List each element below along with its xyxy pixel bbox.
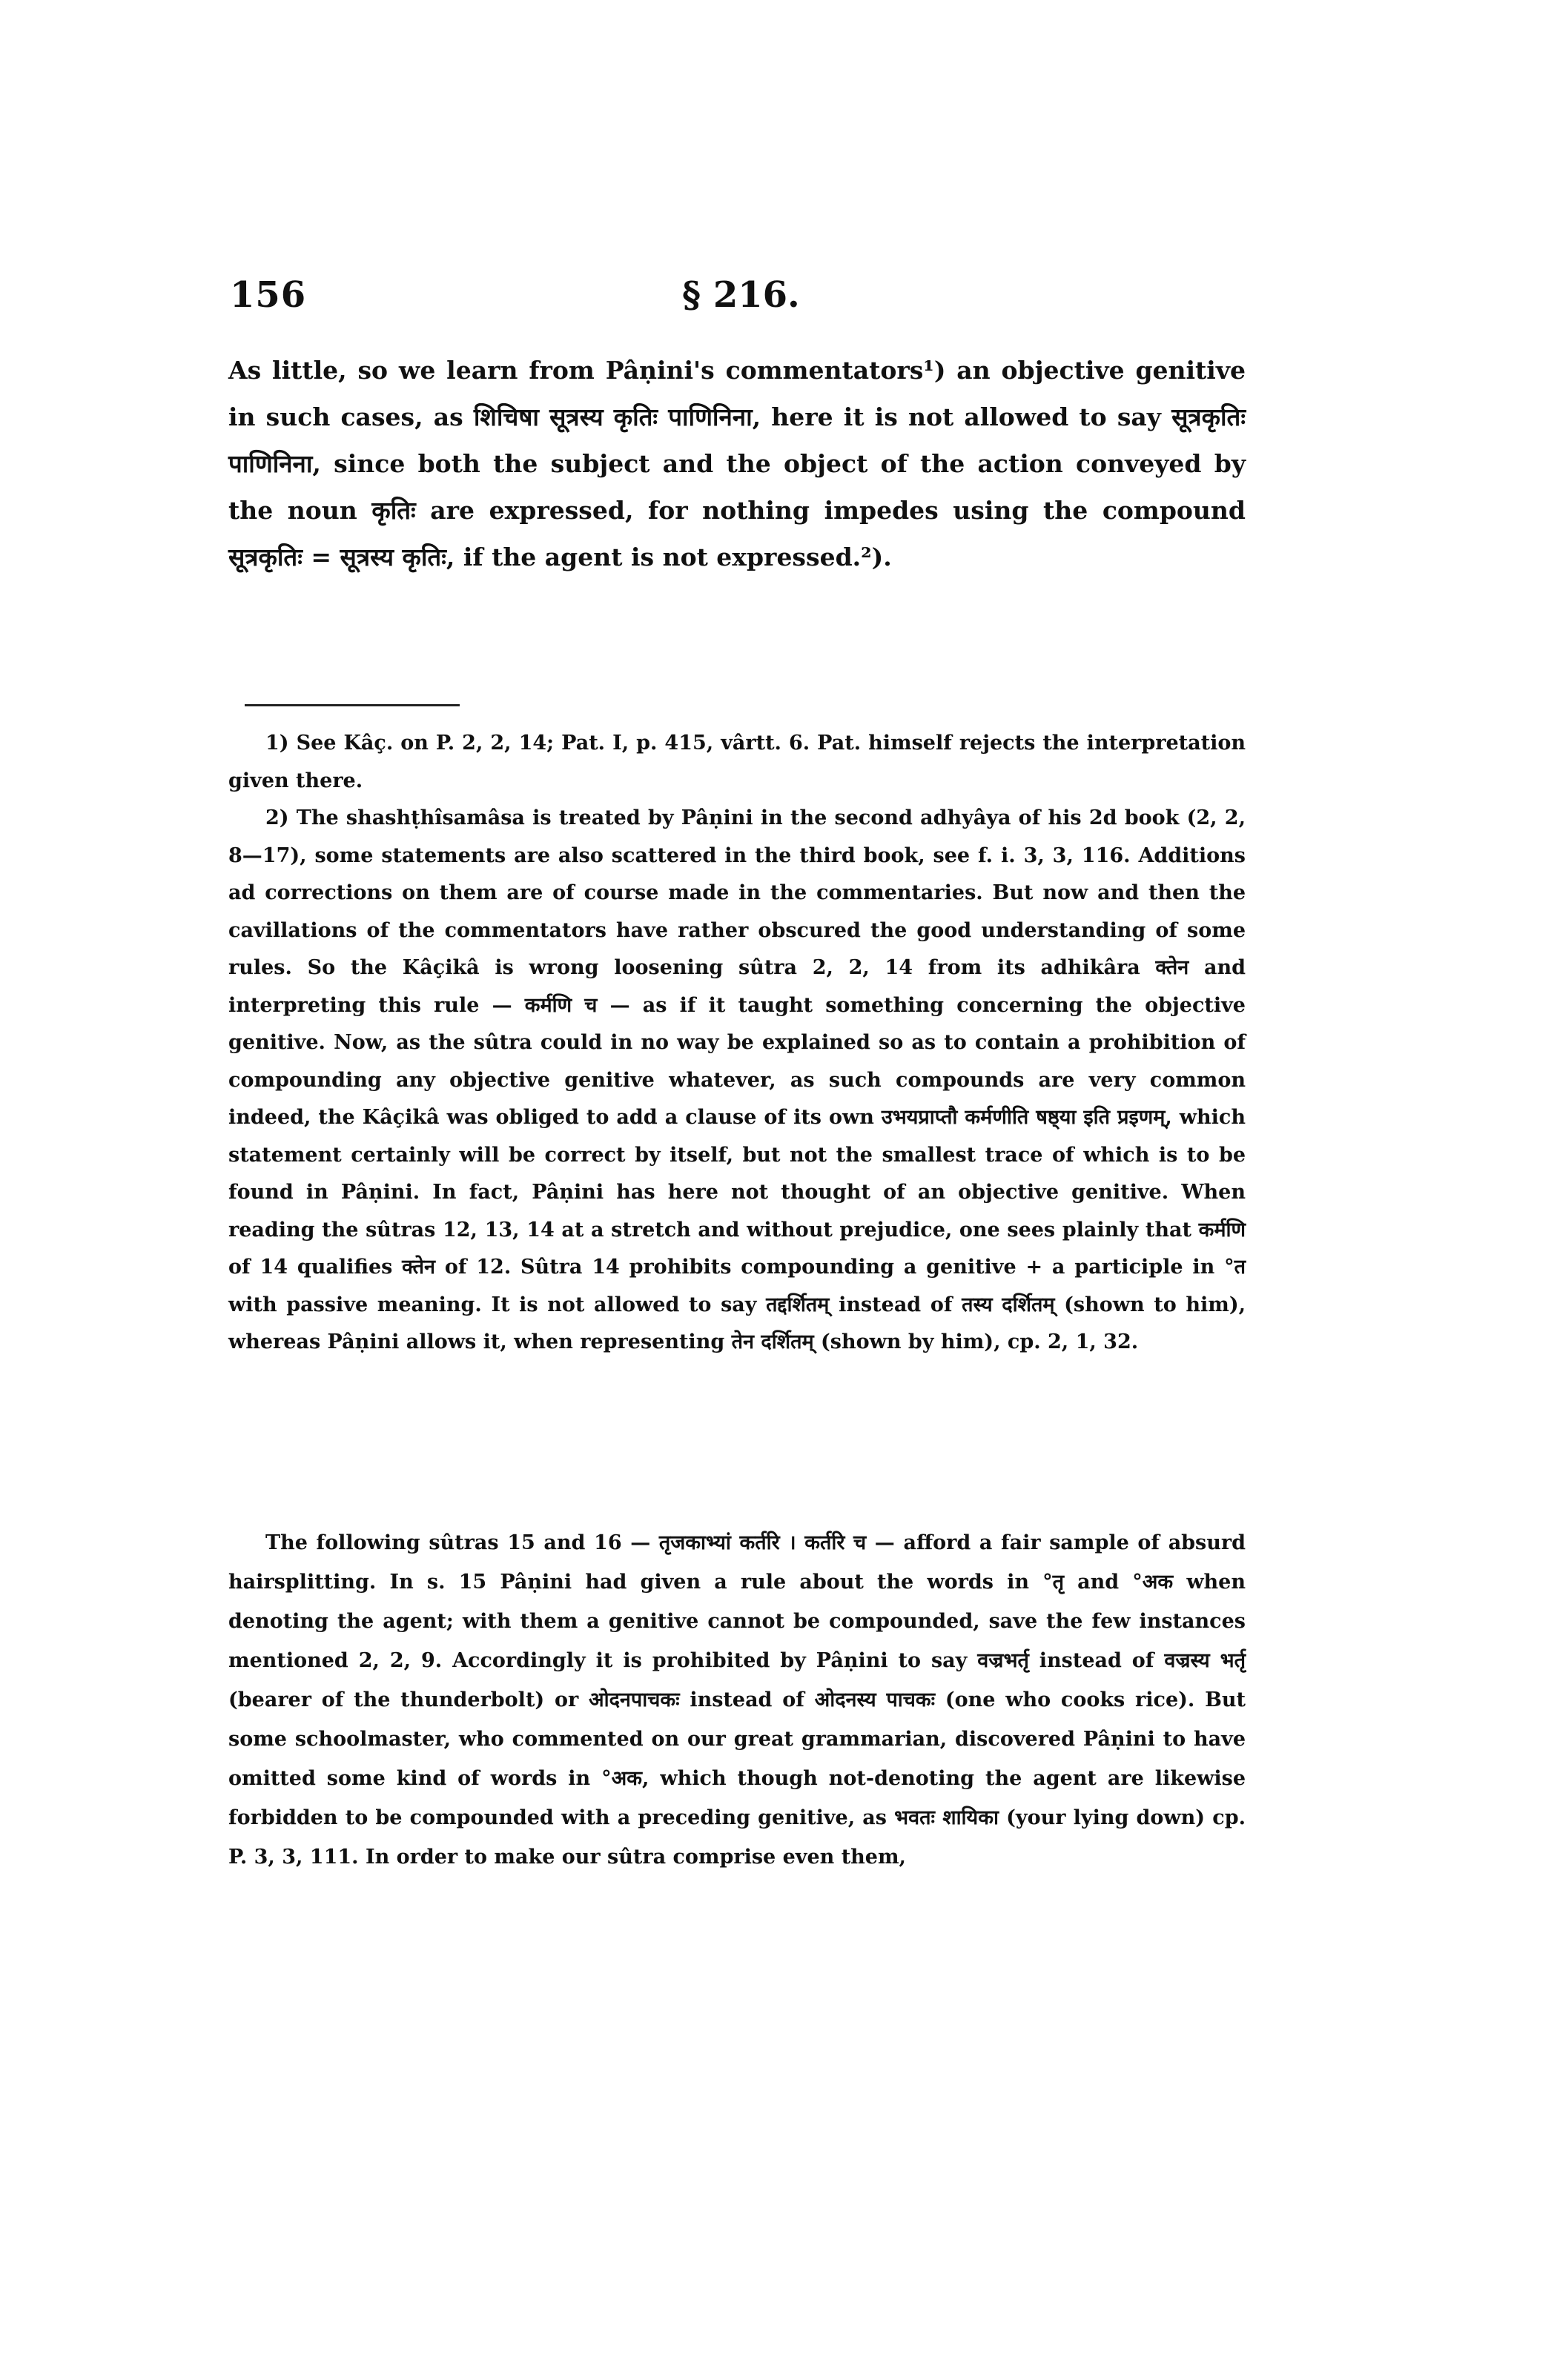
footnotes-section: [228, 725, 1246, 1362]
continuation-paragraph: The following sûtras 15 and 16 — तृजकाभ्यां कर्तरि । कर्तरि च — afford a fair sample of absurd hairsplitting. In s. 15 Pâṇini had given a rule about the words in °तृ and °अक when denoting the agent; with them a genitive cannot be compounded, save the few instances mentioned 2, 2, 9. Accordingly it is prohibited by Pâṇini to say वज्रभर्तृ instead of वज्रस्य भर्तृ (bearer of the thunderbolt) or ओदनपाचकः instead of ओदनस्य पाचकः (one who cooks rice). But some schoolmaster, who commented on our great grammarian, discovered Pâṇini to have omitted some kind of words in °अक, which though not-denoting the agent are likewise forbidden to be compounded with a preceding genitive, as भवतः शायिका (your lying down) cp. P. 3, 3, 111. In order to make our sûtra comprise even them,: [228, 1531, 1246, 1869]
page-number: 156: [230, 274, 307, 316]
footnote-divider: [245, 704, 460, 706]
footnote-1: 1) See Kâç. on P. 2, 2, 14; Pat. I, p. 415, vârtt. 6. Pat. himself rejects the interpretation given there.: [228, 732, 1246, 792]
footnote-2: 2) The shashṭhîsamâsa is treated by Pâṇini in the second adhyâya of his 2d book (2, 2, 8—17), some statements are also scattered in the third book, see f. i. 3, 3, 116. Additions ad corrections on them are of course made in the commentaries. But now and then the cavillations of the commentators have rather obscured the good understanding of some rules. So the Kâçikâ is wrong loosening sûtra 2, 2, 14 from its adhikâra क्तेन and interpreting this rule — कर्मणि च — as if it taught something concerning the objective genitive. Now, as the sûtra could in no way be explained so as to contain a prohibition of compounding any objective genitive whatever, as such compounds are very common indeed, the Kâçikâ was obliged to add a clause of its own उभयप्राप्तौ कर्मणीति षष्ठ्या इति प्रइणम्, which statement certainly will be correct by itself, but not the smallest trace of which is to be found in Pâṇini. In fact, Pâṇini has here not thought of an objective genitive. When reading the sûtras 12, 13, 14 at a stretch and without prejudice, one sees plainly that कर्मणि of 14 qualifies क्तेन of 12. Sûtra 14 prohibits compounding a genitive + a participle in °त with passive meaning. It is not allowed to say तद्दर्शितम् instead of तस्य दर्शितम् (shown to him), whereas Pâṇini allows it, when representing तेन दर्शितम् (shown by him), cp. 2, 1, 32.: [228, 806, 1246, 1353]
main-body: [228, 347, 1246, 580]
page-header: [230, 274, 1246, 326]
continuation-body: [228, 1523, 1246, 1877]
main-paragraph: As little, so we learn from Pâṇini's commentators¹) an objective genitive in such cases, as शिचिषा सूत्रस्य कृतिः पाणिनिना, here it is not allowed to say सूत्रकृतिः पाणिनिना, since both the subject and the object of the action conveyed by the noun कृतिः are expressed, for nothing impedes using the compound सूत्रकृतिः = सूत्रस्य कृतिः, if the agent is not expressed.²).: [228, 356, 1246, 571]
section-heading: § 216.: [682, 274, 800, 316]
